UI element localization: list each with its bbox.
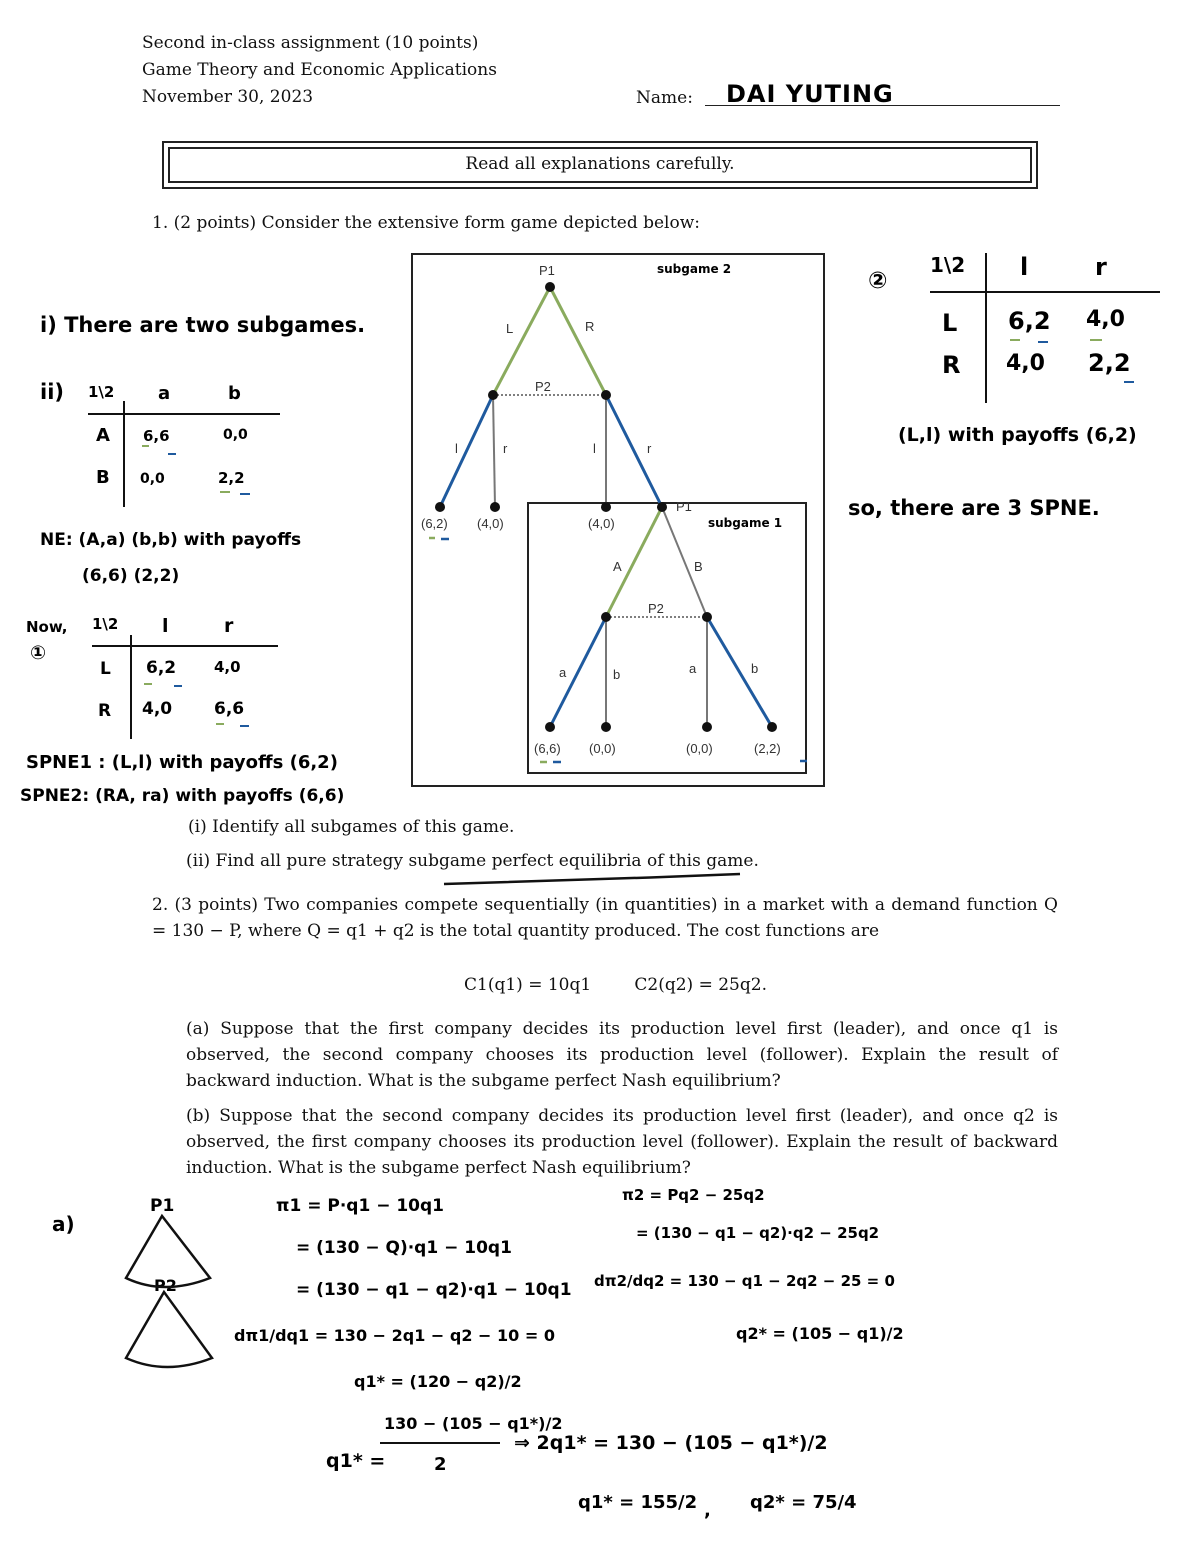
node-p2-sub-left — [601, 612, 611, 622]
q1-part-ii: (ii) Find all pure strategy subgame perfect equilibria of this game. — [186, 851, 759, 871]
t3-row-L: L — [942, 309, 958, 337]
t1-B-b: 2,2 — [218, 469, 245, 487]
terminal-1 — [435, 502, 445, 512]
t2-row-R: R — [98, 701, 112, 721]
notice-box — [162, 141, 1038, 189]
edge-l-left — [440, 395, 493, 507]
sub-left: q1* = — [326, 1450, 386, 1472]
right-conclusion: so, there are 3 SPNE. — [848, 496, 1100, 520]
t1-A-a: 6,6 — [143, 427, 170, 445]
t3-R-r: 2,2 — [1088, 349, 1131, 377]
result-q2: q2* = 75/4 — [750, 1492, 857, 1513]
q1-part-i: (i) Identify all subgames of this game. — [188, 817, 515, 837]
ne-line-1: NE: (A,a) (b,b) with payoffs — [40, 530, 302, 550]
name-underline — [705, 105, 1060, 106]
spne-2: SPNE2: (RA, ra) with payoffs (6,6) — [20, 786, 345, 806]
sub-right: ⇒ 2q1* = 130 − (105 − q1*)/2 — [514, 1432, 828, 1454]
terminal-2 — [490, 502, 500, 512]
handwritten-underline — [440, 870, 750, 890]
t2-L-r: 4,0 — [214, 658, 241, 676]
t1-A-b: 0,0 — [223, 427, 248, 443]
header-line-1: Second in-class assignment (10 points) — [142, 33, 479, 53]
payoff-4-0-b: (4,0) — [588, 516, 615, 531]
label-R: R — [585, 319, 595, 334]
t1-col-a: a — [158, 383, 171, 404]
work-a-label: a) — [52, 1212, 75, 1236]
header-line-2: Game Theory and Economic Applications — [142, 60, 497, 80]
t3-L-l: 6,2 — [1008, 307, 1051, 335]
payoff-4-0-a: (4,0) — [477, 516, 504, 531]
t2-col-r: r — [224, 615, 234, 637]
t3-col-r: r — [1095, 253, 1107, 281]
t2-R-r: 6,6 — [214, 699, 245, 719]
now-label: Now, — [26, 618, 68, 636]
label-L: L — [506, 321, 514, 336]
t2-L-l: 6,2 — [146, 658, 177, 678]
note-subgame-1: subgame 1 — [708, 516, 783, 530]
t3-L-r: 4,0 — [1086, 307, 1125, 332]
payoff-6-6: (6,6) — [534, 741, 561, 756]
subgame-box — [528, 503, 806, 773]
student-name: DAI YUTING — [726, 80, 894, 108]
t1-col-b: b — [228, 383, 241, 404]
payoff-0-0-b: (0,0) — [686, 741, 713, 756]
work-p2: P2 — [154, 1276, 177, 1295]
answer-ii-label: ii) — [40, 380, 64, 404]
t1-row-A: A — [96, 425, 110, 446]
spne-1: SPNE1 : (L,l) with payoffs (6,2) — [26, 752, 338, 773]
label-b-left: b — [613, 667, 621, 682]
label-A: A — [613, 559, 622, 574]
label-p1: P1 — [539, 263, 555, 278]
node-p2-sub-right — [702, 612, 712, 622]
pi1-line2: = (130 − Q)·q1 − 10q1 — [296, 1238, 512, 1258]
label-b-right: b — [751, 661, 759, 676]
t3-R-l: 4,0 — [1006, 351, 1045, 376]
label-p2: P2 — [535, 379, 551, 394]
pi1-line1: π1 = P·q1 − 10q1 — [276, 1196, 445, 1216]
label-l-right: l — [593, 441, 596, 456]
q2-stem: 2. (3 points) Two companies compete sequentially (in quantities) in a market with a demand function Q = 130 − P, where Q = q1 + q2 is the total quantity produced. The cost functions are — [152, 895, 1058, 941]
q2-part-a: (a) Suppose that the first company decides its production level first (leader), and once q1 is observed, the second company chooses its production level (follower). Explain the result of backward induction. What is the subgame perfect Nash equilibrium? — [186, 1019, 1058, 1091]
label-p1-sub: P1 — [676, 499, 692, 514]
foc1: dπ1/dq1 = 130 − 2q1 − q2 − 10 = 0 — [234, 1326, 555, 1345]
edge-r-right — [606, 395, 662, 507]
sub-numerator: 130 − (105 − q1*)/2 — [384, 1414, 563, 1433]
edge-R — [550, 287, 606, 395]
pi2-line2: = (130 − q1 − q2)·q2 − 25q2 — [636, 1224, 880, 1242]
payoff-6-2: (6,2) — [421, 516, 448, 531]
t2-row-L: L — [100, 659, 111, 679]
label-r-left: r — [503, 441, 508, 456]
t3-corner: 1\2 — [930, 253, 966, 277]
terminal-7 — [767, 722, 777, 732]
note-subgame-2: subgame 2 — [657, 262, 732, 276]
name-label: Name: — [636, 88, 693, 108]
t2-col-l: l — [162, 615, 169, 637]
terminal-5 — [601, 722, 611, 732]
ne-line-2: (6,6) (2,2) — [82, 566, 180, 586]
work-p1: P1 — [150, 1196, 175, 1216]
edge-b-right — [707, 617, 772, 727]
t2-corner: 1\2 — [92, 615, 119, 633]
t3-row-R: R — [942, 351, 961, 379]
t3-col-l: l — [1020, 253, 1029, 281]
t2-R-l: 4,0 — [142, 699, 173, 719]
q1-stem: 1. (2 points) Consider the extensive form game depicted below: — [152, 213, 700, 233]
terminal-4 — [545, 722, 555, 732]
q2-costs: C1(q1) = 10q1 C2(q2) = 25q2. — [464, 975, 767, 995]
t1-row-B: B — [96, 467, 110, 488]
pi2-line1: π2 = Pq2 − 25q2 — [622, 1186, 765, 1204]
header-line-3: November 30, 2023 — [142, 87, 314, 107]
label-a-left: a — [559, 665, 567, 680]
node-p2-right — [601, 390, 611, 400]
edge-r-left — [493, 395, 495, 507]
notice-text: Read all explanations carefully. — [168, 147, 1032, 183]
pi1-line3: = (130 − q1 − q2)·q1 − 10q1 — [296, 1280, 572, 1300]
game-tree-svg — [413, 255, 823, 785]
result-q1: q1* = 155/2 — [578, 1492, 698, 1513]
label-l-left: l — [455, 441, 458, 456]
label-B: B — [694, 559, 703, 574]
terminal-6 — [702, 722, 712, 732]
q2-reaction: q2* = (105 − q1)/2 — [736, 1324, 904, 1343]
label-p2-sub: P2 — [648, 601, 664, 616]
payoff-0-0-a: (0,0) — [589, 741, 616, 756]
right-eq: (L,l) with payoffs (6,2) — [898, 424, 1137, 446]
node-p1 — [545, 282, 555, 292]
now-num: ① — [30, 642, 47, 664]
sub-fraction-bar — [380, 1442, 500, 1444]
t1-corner: 1\2 — [88, 383, 115, 401]
q1-reaction: q1* = (120 − q2)/2 — [354, 1372, 522, 1391]
sequential-game-sketch — [118, 1212, 218, 1387]
node-p1-sub — [657, 502, 667, 512]
terminal-3 — [601, 502, 611, 512]
game-tree-figure — [411, 253, 825, 787]
label-r-right: r — [647, 441, 652, 456]
q2-part-b: (b) Suppose that the second company decides its production level first (leader), and once q2 is observed, the first company chooses its production level (follower). Explain the result of backward induction. What is the subgame perfect Nash equilibrium? — [186, 1106, 1058, 1178]
payoff-2-2: (2,2) — [754, 741, 781, 756]
answer-i: i) There are two subgames. — [40, 313, 366, 337]
result-sep: , — [704, 1500, 711, 1521]
right-num: ② — [868, 268, 888, 294]
node-p2-left — [488, 390, 498, 400]
sub-denominator: 2 — [434, 1454, 447, 1475]
label-a-right: a — [689, 661, 697, 676]
foc2: dπ2/dq2 = 130 − q1 − 2q2 − 25 = 0 — [594, 1272, 895, 1290]
t1-B-a: 0,0 — [140, 471, 165, 487]
